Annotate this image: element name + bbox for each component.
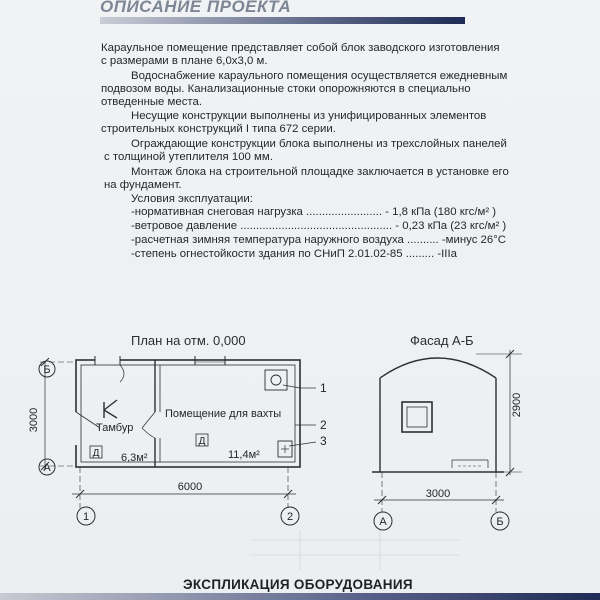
- condition-item: -расчетная зимняя температура наружного воздуха .......... -минус 26°С: [131, 234, 507, 246]
- description-line: подвозом воды. Канализационные стоки опорожняются в специально: [101, 83, 471, 95]
- axis-label: А: [43, 462, 51, 474]
- page-title: ОПИСАНИЕ ПРОЕКТА: [100, 0, 292, 16]
- entry-arrow-icon: [104, 400, 117, 418]
- door-mark: Д: [198, 436, 206, 447]
- description-line: на фундамент.: [104, 179, 182, 191]
- facade-roof-arc: [380, 358, 496, 378]
- condition-item: -ветровое давление ................................................ - 0,23 кПа (23 кгс/м² ): [131, 220, 507, 232]
- condition-item: -нормативная снеговая нагрузка ........................ - 1,8 кПа (180 кгс/м² ): [131, 206, 497, 218]
- room-area: 6,3м²: [121, 452, 148, 464]
- room-name: Помещение для вахты: [165, 408, 282, 420]
- description-line: Водоснабжение караульного помещения осуществляется ежедневным: [131, 70, 508, 82]
- equipment-section-title: ЭКСПЛИКАЦИЯ ОБОРУДОВАНИЯ: [183, 577, 413, 592]
- facade-width-dimension: 3000: [425, 488, 451, 500]
- description-line: Монтаж блока на строительной площадке заключается в установке его: [131, 166, 509, 178]
- axis-label: Б: [43, 364, 51, 376]
- axis-label: 2: [286, 511, 294, 523]
- room-area: 11,4м²: [228, 449, 260, 461]
- facade-window: [402, 402, 432, 432]
- description-line: Ограждающие конструкции блока выполнены из трехслойных панелей: [131, 138, 507, 150]
- description-line: Несущие конструкции выполнены из унифицированных элементов: [131, 110, 487, 122]
- description-line: Караульное помещение представляет собой блок заводского изготовления: [101, 42, 500, 54]
- facade-title: Фасад А-Б: [410, 333, 474, 348]
- callout-number: 2: [320, 418, 327, 432]
- axis-label: 1: [82, 511, 90, 523]
- axis-label: Б: [496, 516, 504, 528]
- callout-number: 3: [320, 434, 327, 448]
- description-line: с толщиной утеплителя 100 мм.: [104, 151, 273, 163]
- facade-drawing: [372, 350, 522, 530]
- plan-title: План на отм. 0,000: [131, 333, 246, 348]
- condition-item: -степень огнестойкости здания по СНиП 2.01.02-85 ......... -IIIa: [131, 248, 457, 260]
- door-mark: Д: [92, 448, 100, 459]
- description-line: с размерами в плане 6,0х3,0 м.: [101, 55, 268, 67]
- plan-height-dimension: 3000: [28, 407, 40, 433]
- axis-label: А: [379, 516, 387, 528]
- floor-plan: [39, 356, 316, 525]
- conditions-title: Условия эксплуатации:: [131, 193, 253, 205]
- footer-bar: [0, 593, 600, 600]
- description-line: строительных конструкций I типа 672 серии.: [101, 123, 336, 135]
- plan-width-dimension: 6000: [177, 481, 203, 493]
- description-line: отведенные места.: [101, 96, 203, 108]
- facade-height-dimension: 2900: [511, 392, 523, 418]
- room-name: Тамбур: [96, 422, 134, 434]
- callout-number: 1: [320, 381, 327, 395]
- stove-symbol: [265, 370, 287, 390]
